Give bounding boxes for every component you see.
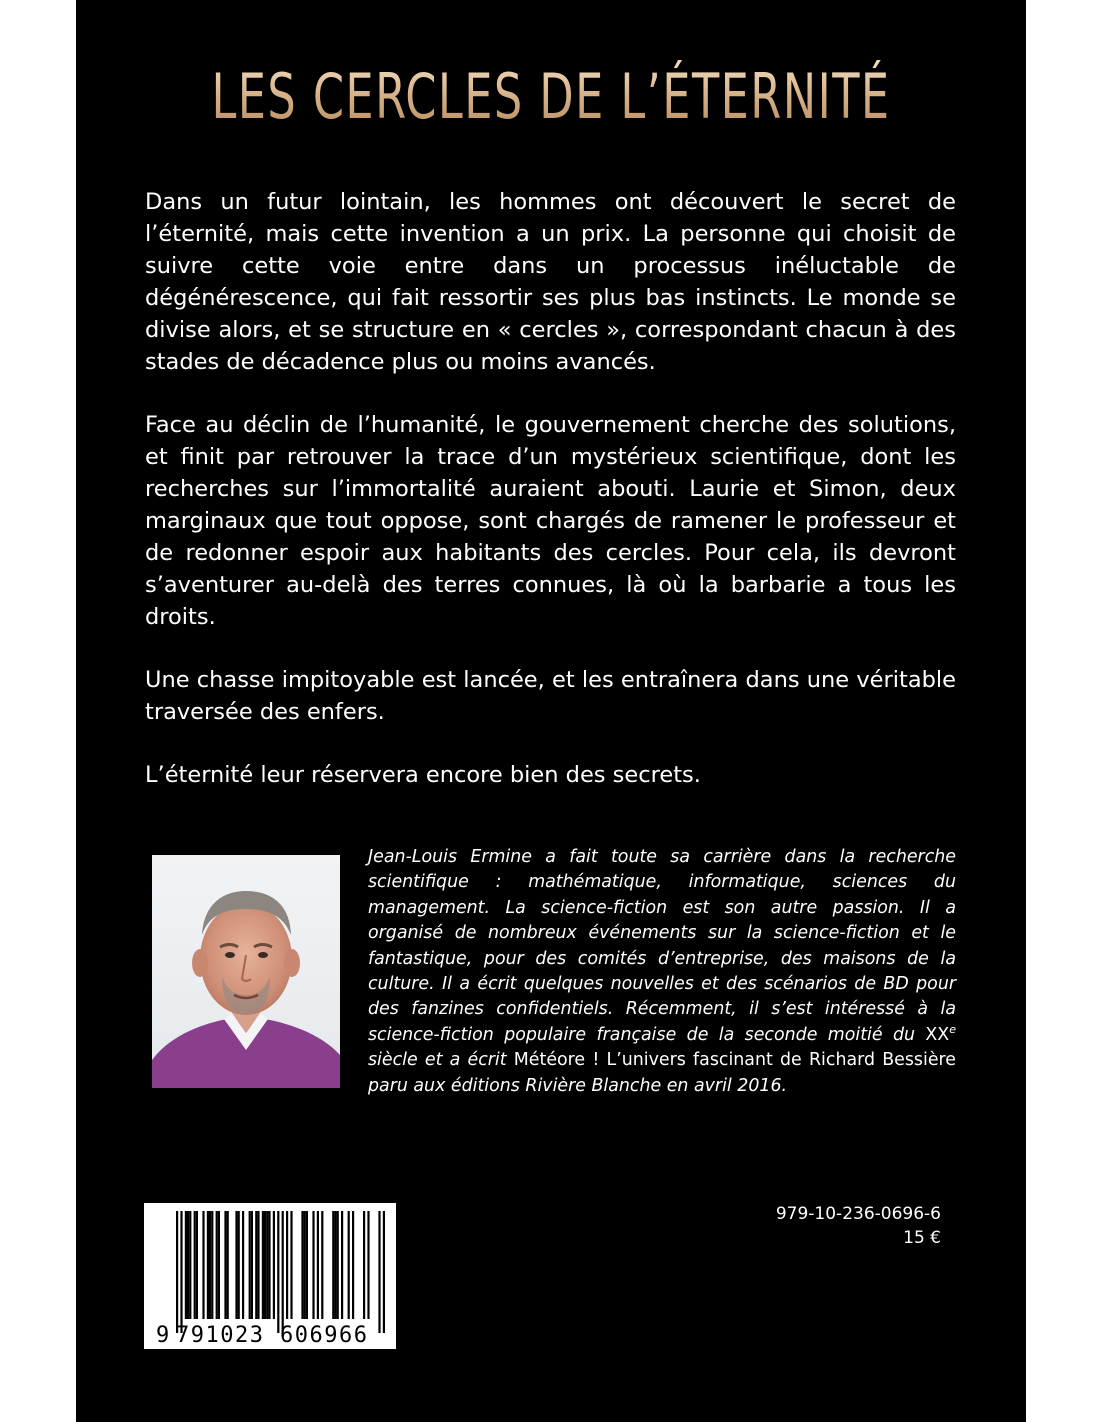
bio-book-title: Météore ! L’univers fascinant de Richard Bessière	[513, 1050, 956, 1071]
back-cover	[76, 0, 1026, 1422]
barcode-bar	[352, 1211, 354, 1319]
barcode-bar	[238, 1211, 240, 1319]
barcode-bar	[277, 1211, 279, 1333]
barcode-bar	[268, 1211, 270, 1319]
price: 15 €	[903, 1228, 941, 1248]
synopsis-paragraph: Dans un futur lointain, les hommes ont découvert le secret de l’éternité, mais cette invention a un prix. La personne qui choisit de suivre cette voie entre dans un processus inéluctable de dégénérescence, qui fait ressortir ses plus bas instincts. Le monde se divise alors, et se structure en « cercles », correspondant chacun à des stades de décadence plus ou moins avancés.	[145, 189, 956, 375]
synopsis-paragraph: Une chasse impitoyable est lancée, et les entraînera dans une véritable traversée des enfers.	[145, 667, 956, 725]
bio-text: Jean-Louis Ermine a fait toute sa carrière dans la recherche scientifique : mathématique, informatique, sciences du management. La science-fiction est son autre passion. Il a organisé de nombreux événements sur la science-fiction et le fantastique, pour des comités d’entreprise, des maisons de la culture. Il a écrit quelques nouvelles et des scénarios de BD pour des fanzines confidentiels. Récemment, il s’est intéressé à la science-fiction populaire française de la seconde moitié du	[368, 847, 956, 1045]
barcode-bar	[209, 1211, 211, 1319]
barcode-bar	[224, 1211, 226, 1319]
author-biography	[368, 845, 956, 1099]
barcode-bar	[262, 1211, 264, 1319]
isbn-number: 979-10-236-0696-6	[775, 1204, 941, 1224]
barcode-bar	[216, 1211, 218, 1319]
barcode-bar	[251, 1211, 253, 1319]
barcode-bar	[185, 1211, 187, 1319]
barcode-bar	[304, 1211, 306, 1319]
barcode-bar	[378, 1211, 380, 1333]
barcode-bar	[367, 1211, 369, 1319]
barcode-bar	[334, 1211, 336, 1319]
barcode-bar	[257, 1211, 259, 1319]
barcode-bar	[282, 1211, 284, 1333]
barcode-bar	[187, 1211, 189, 1319]
barcode-bar	[264, 1211, 266, 1319]
barcode-bar	[383, 1211, 385, 1333]
synopsis-paragraph: L’éternité leur réservera encore bien des secrets.	[145, 762, 701, 788]
barcode	[144, 1203, 396, 1349]
barcode-bar	[332, 1211, 334, 1319]
barcode-bar	[306, 1211, 308, 1319]
barcode-bar	[249, 1211, 251, 1319]
barcode-bar	[348, 1211, 350, 1319]
author-portrait-image	[152, 855, 340, 1088]
synopsis	[145, 186, 956, 822]
barcode-digits-left: 791023	[176, 1323, 265, 1347]
barcode-bar	[301, 1211, 303, 1319]
barcode-bar	[202, 1211, 204, 1319]
barcode-bar	[194, 1211, 196, 1319]
bio-century-sup: e	[949, 1023, 956, 1037]
barcode-bar	[317, 1211, 319, 1319]
barcode-bar	[266, 1211, 268, 1319]
barcode-bar	[341, 1211, 343, 1319]
barcode-bar	[363, 1211, 365, 1319]
barcode-image	[146, 1205, 394, 1347]
barcode-bar	[337, 1211, 339, 1319]
barcode-bar	[211, 1211, 213, 1319]
barcode-bar	[235, 1211, 237, 1319]
barcode-bar	[312, 1211, 314, 1319]
synopsis-paragraph: Face au déclin de l’humanité, le gouvernement cherche des solutions, et finit par retrouver la trace d’un mystérieux scientifique, dont les recherches sur l’immortalité auraient abouti. Laurie et Simon, deux marginaux que tout oppose, sont chargés de ramener le professeur et de redonner espoir aux habitants des cercles. Pour cela, ils devront s’aventurer au-delà des terres connues, là où la barbarie a tous les droits.	[145, 412, 956, 630]
barcode-bar	[321, 1211, 323, 1319]
barcode-bar	[227, 1211, 229, 1319]
barcode-bar	[273, 1211, 275, 1319]
barcode-bar	[286, 1211, 288, 1319]
barcode-bar	[218, 1211, 220, 1319]
barcode-bar	[176, 1211, 178, 1333]
barcode-bar	[290, 1211, 292, 1319]
bio-century: XX	[925, 1024, 950, 1045]
book-title: LES CERCLES DE L’ÉTERNITÉ	[209, 60, 893, 133]
barcode-bar	[180, 1211, 182, 1333]
barcode-bar	[255, 1211, 257, 1319]
barcode-digits-right: 606966	[280, 1323, 369, 1347]
barcode-bar	[196, 1211, 198, 1319]
isbn-block	[776, 1202, 941, 1250]
barcode-bar	[189, 1211, 191, 1319]
barcode-bar	[207, 1211, 209, 1319]
barcode-bar	[242, 1211, 244, 1319]
author-photo	[152, 855, 340, 1088]
bio-text: siècle et a écrit	[368, 1050, 514, 1071]
barcode-digit-first: 9	[156, 1323, 170, 1347]
bio-text: paru aux éditions Rivière Blanche en avril 2016.	[368, 1075, 788, 1096]
